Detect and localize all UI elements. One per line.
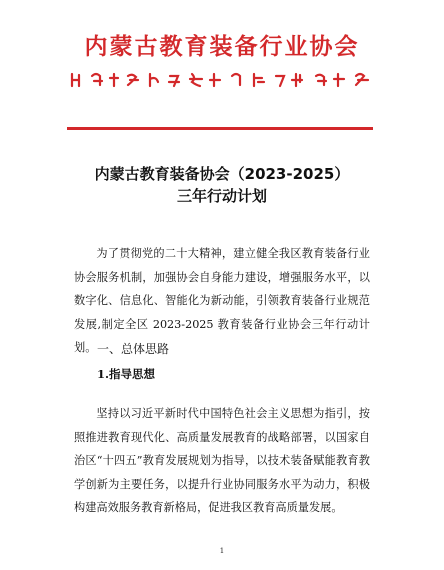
mongolian-script-logo [70, 70, 374, 90]
document-title-line1: 内蒙古教育装备协会（2023-2025） [94, 165, 350, 183]
letterhead-org-name: 内蒙古教育装备行业协会 [84, 33, 360, 60]
page-number: 1 [219, 547, 225, 555]
document-title-line2: 三年行动计划 [176, 187, 267, 205]
guiding-ideology-paragraph: 坚持以习近平新时代中国特色社会主义思想为指引，按照推进教育现代化、高质量发展教育的战略部署，以国家自治区“十四五”教育发展规划为指导，以技术装备赋能教育教学创新为主要任务，以提升行业协同服务水平为动力，积极构建高效服务教育新格局，促进我区教育高质量发展。 [74, 407, 370, 515]
intro-paragraph: 为了贯彻党的二十大精神，建立健全我区教育装备行业协会服务机制，加强协会自身能力建设，增强服务水平，以数字化、信息化、智能化为新动能，引领教育装备行业规范发展,制定全区 2023-2025 教育装备行业协会三年行动计划。 [74, 247, 370, 355]
subsection-heading-guiding-ideology: 1.指导思想 [97, 367, 156, 381]
letterhead-red-rule [67, 127, 373, 130]
section-heading-overall-approach: 一、总体思路 [97, 342, 170, 356]
